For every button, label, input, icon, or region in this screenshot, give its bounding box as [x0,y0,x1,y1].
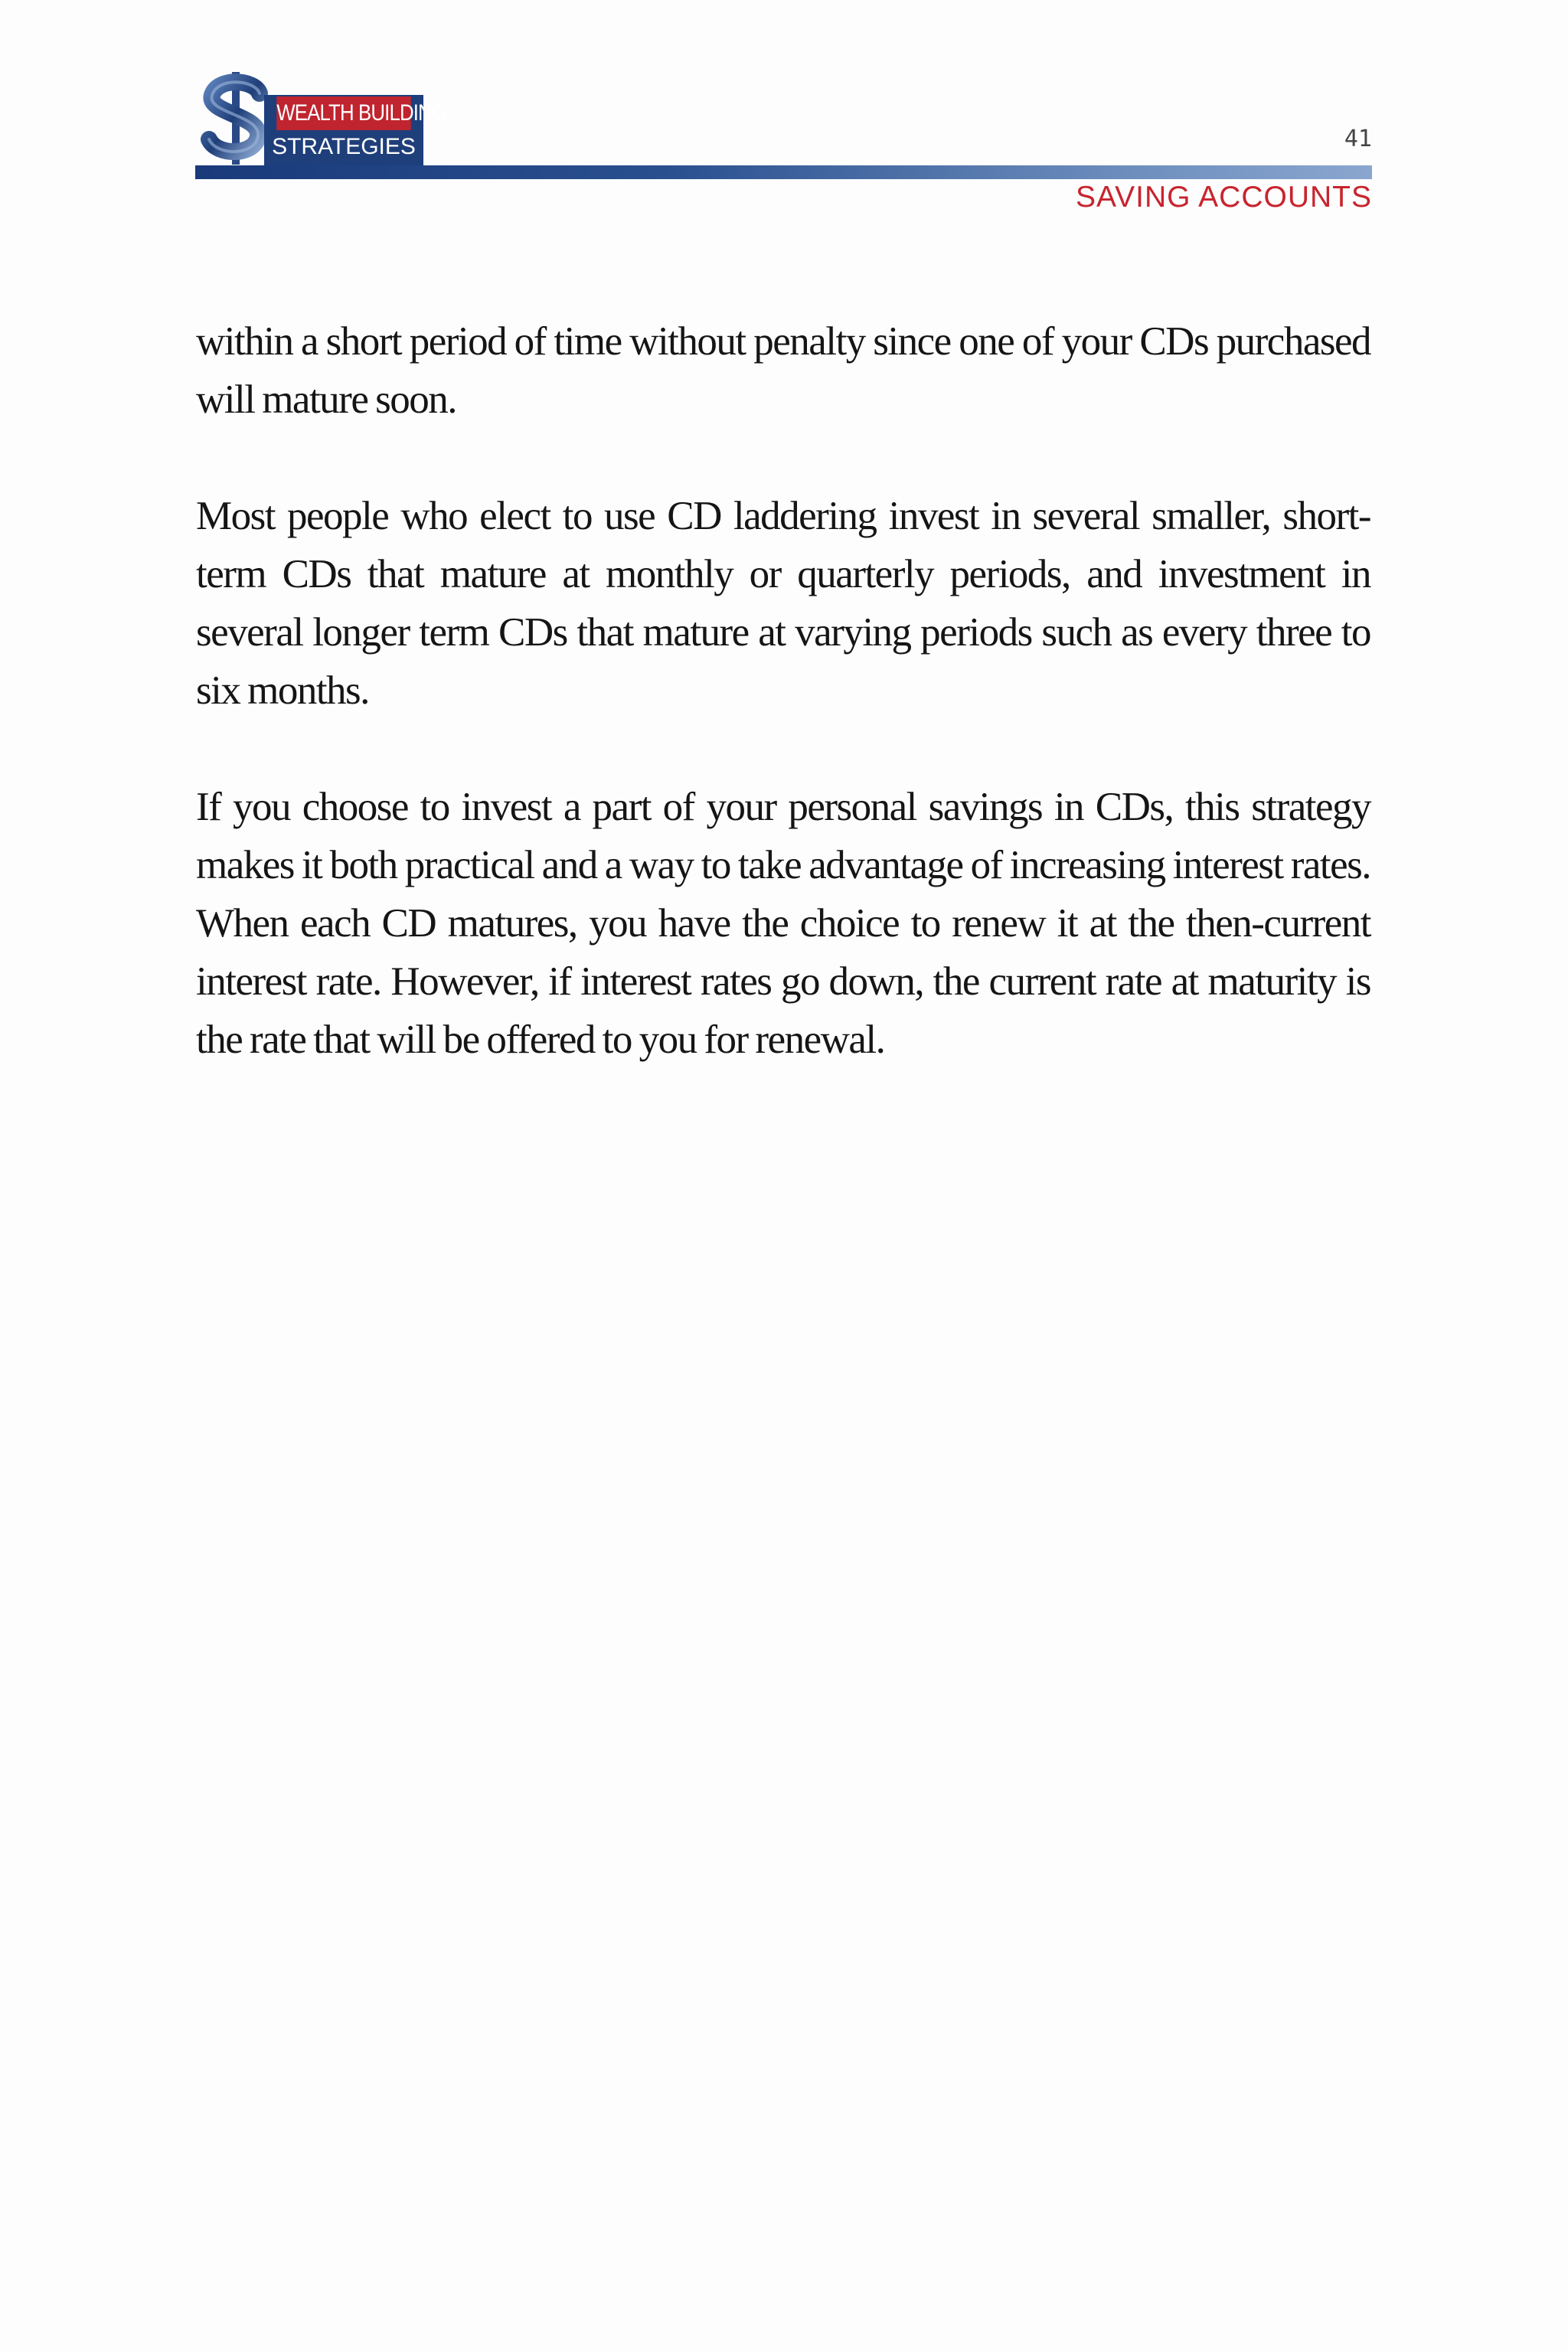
body-text [196,312,1370,1127]
section-title: SAVING ACCOUNTS [1075,181,1372,214]
logo-text-top: WEALTH BUILDING [276,96,410,130]
paragraph: Most people who elect to use CD laddering invest in several smaller, short-term CDs that mature at monthly or quarterly periods, and investment in several longer term CDs that mature at varying periods such as every three to six months. [196,494,1370,713]
logo-text-bottom: STRATEGIES [272,134,416,159]
wealth-building-strategies-logo [195,67,446,170]
paragraph: If you choose to invest a part of your personal savings in CDs, this strategy makes it both practical and a way to take advantage of increasing interest rates. When each CD matures, you have the choice to renew it at the then-current interest rate. However, if interest rates go down, the current rate at maturity is the rate that will be offered to you for renewal. [196,785,1370,1062]
logo-wordmark [264,95,446,165]
page-header [195,67,1372,228]
header-divider [195,165,1372,179]
paragraph: within a short period of time without penalty since one of your CDs purchased will mature soon. [196,319,1370,422]
page-number: 41 [1344,126,1372,152]
